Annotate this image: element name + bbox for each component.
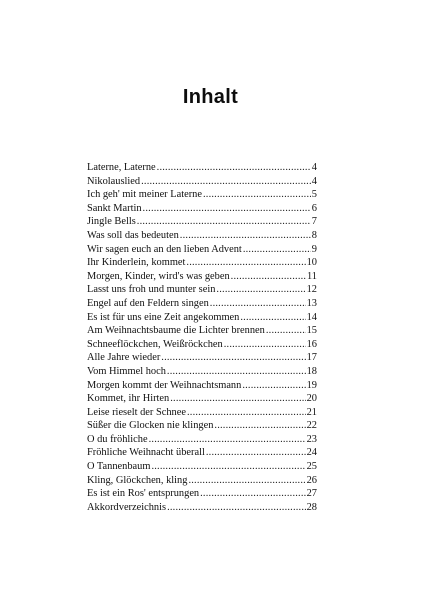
page-title: Inhalt xyxy=(182,86,239,108)
toc-entry-page-number: 21 xyxy=(306,406,317,418)
dot-leader xyxy=(149,433,306,447)
dot-leader xyxy=(206,446,306,460)
toc-entry-page-number: 28 xyxy=(306,501,317,513)
toc-entry-title: Engel auf den Feldern singen xyxy=(87,297,209,309)
dot-leader xyxy=(240,311,305,325)
toc-entry-title: Nikolauslied xyxy=(87,175,141,187)
toc-entry xyxy=(87,392,317,406)
toc-entry-title: Vom Himmel hoch xyxy=(87,365,166,377)
toc-entry-title: Süßer die Glocken nie klingen xyxy=(87,420,214,432)
toc-entry-title: Fröhliche Weihnacht überall xyxy=(87,447,205,459)
toc-entry xyxy=(87,365,317,379)
toc-entry xyxy=(87,406,317,420)
toc-entry-page-number: 22 xyxy=(306,420,317,432)
toc-entry-title: Es ist ein Ros' entsprungen xyxy=(87,488,200,500)
toc-entry xyxy=(87,283,317,297)
toc-entry-title: Kling, Glöckchen, kling xyxy=(87,474,188,486)
dot-leader xyxy=(161,351,305,365)
toc-entry-page-number: 11 xyxy=(306,270,317,282)
dot-leader xyxy=(243,243,311,257)
toc-entry-page-number: 7 xyxy=(311,216,317,228)
dot-leader xyxy=(157,161,311,175)
dot-leader xyxy=(203,188,311,202)
toc-entry-page-number: 12 xyxy=(306,284,317,296)
toc-entry-title: Wir sagen euch an den lieben Advent xyxy=(87,243,242,255)
toc-entry-title: Morgen kommt der Weihnachtsmann xyxy=(87,379,242,391)
toc-entry-page-number: 24 xyxy=(306,447,317,459)
toc-entry xyxy=(87,460,317,474)
toc-entry-title: O Tannenbaum xyxy=(87,461,151,473)
toc-entry xyxy=(87,270,317,284)
toc-entry-page-number: 15 xyxy=(306,325,317,337)
toc-entry-page-number: 4 xyxy=(311,162,317,173)
toc-entry-page-number: 17 xyxy=(306,352,317,364)
dot-leader xyxy=(187,406,306,420)
toc-entry-title: Ich geh' mit meiner Laterne xyxy=(87,189,202,201)
dot-leader xyxy=(186,256,305,270)
toc-entry-page-number: 19 xyxy=(306,379,317,391)
toc-entry-title: Lasst uns froh und munter sein xyxy=(87,284,216,296)
toc-entry-title: O du fröhliche xyxy=(87,433,148,445)
toc-entry-title: Schneeflöckchen, Weißröckchen xyxy=(87,338,223,350)
toc-entry-page-number: 14 xyxy=(306,311,317,323)
toc-entry xyxy=(87,487,317,501)
dot-leader xyxy=(180,229,311,243)
dot-leader xyxy=(266,324,306,338)
toc-entry xyxy=(87,161,317,175)
toc-entry-title: Laterne, Laterne xyxy=(87,162,156,173)
toc-entry xyxy=(87,297,317,311)
toc-entry-page-number: 26 xyxy=(306,474,317,486)
dot-leader xyxy=(231,270,306,284)
toc-entry xyxy=(87,324,317,338)
dot-leader xyxy=(170,392,305,406)
toc-entry xyxy=(87,215,317,229)
dot-leader xyxy=(188,474,305,488)
dot-leader xyxy=(200,487,305,501)
dot-leader xyxy=(210,297,306,311)
toc-entry xyxy=(87,311,317,325)
toc-entry-page-number: 13 xyxy=(306,297,317,309)
toc-entry xyxy=(87,446,317,460)
toc-entry-page-number: 5 xyxy=(311,189,317,201)
dot-leader xyxy=(214,419,305,433)
toc-entry xyxy=(87,229,317,243)
dot-leader xyxy=(224,338,306,352)
toc-entry-page-number: 16 xyxy=(306,338,317,350)
toc-entry xyxy=(87,379,317,393)
table-of-contents xyxy=(87,161,317,514)
toc-entry-page-number: 23 xyxy=(306,433,317,445)
toc-entry-title: Ihr Kinderlein, kommet xyxy=(87,257,186,269)
dot-leader xyxy=(242,379,305,393)
toc-entry xyxy=(87,175,317,189)
toc-entry-title: Akkordverzeichnis xyxy=(87,501,167,513)
toc-entry-page-number: 27 xyxy=(306,488,317,500)
toc-entry xyxy=(87,188,317,202)
toc-entry xyxy=(87,419,317,433)
toc-entry-title: Was soll das bedeuten xyxy=(87,229,179,241)
dot-leader xyxy=(151,460,305,474)
toc-entry-title: Leise rieselt der Schnee xyxy=(87,406,186,418)
dot-leader xyxy=(137,215,311,229)
toc-entry xyxy=(87,202,317,216)
dot-leader xyxy=(141,175,311,189)
toc-entry-title: Es ist für uns eine Zeit angekommen xyxy=(87,311,240,323)
toc-entry xyxy=(87,338,317,352)
toc-entry-title: Sankt Martin xyxy=(87,202,142,214)
toc-entry xyxy=(87,243,317,257)
toc-entry-page-number: 18 xyxy=(306,365,317,377)
toc-entry-title: Alle Jahre wieder xyxy=(87,352,161,364)
toc-entry-page-number: 4 xyxy=(311,175,317,187)
toc-entry-page-number: 9 xyxy=(311,243,317,255)
toc-entry-title: Kommet, ihr Hirten xyxy=(87,393,170,405)
toc-entry-page-number: 20 xyxy=(306,393,317,405)
toc-entry xyxy=(87,501,317,515)
dot-leader xyxy=(167,501,306,515)
toc-entry-title: Am Weihnachtsbaume die Lichter brennen xyxy=(87,325,265,337)
dot-leader xyxy=(167,365,306,379)
toc-entry-page-number: 25 xyxy=(306,461,317,473)
toc-entry-page-number: 6 xyxy=(311,202,317,214)
toc-entry-page-number: 10 xyxy=(306,257,317,269)
dot-leader xyxy=(216,283,305,297)
toc-entry-title: Jingle Bells xyxy=(87,216,136,228)
toc-entry xyxy=(87,474,317,488)
toc-entry xyxy=(87,351,317,365)
toc-entry xyxy=(87,256,317,270)
toc-entry xyxy=(87,433,317,447)
toc-entry-page-number: 8 xyxy=(311,229,317,241)
dot-leader xyxy=(143,202,311,216)
toc-entry-title: Morgen, Kinder, wird's was geben xyxy=(87,270,230,282)
